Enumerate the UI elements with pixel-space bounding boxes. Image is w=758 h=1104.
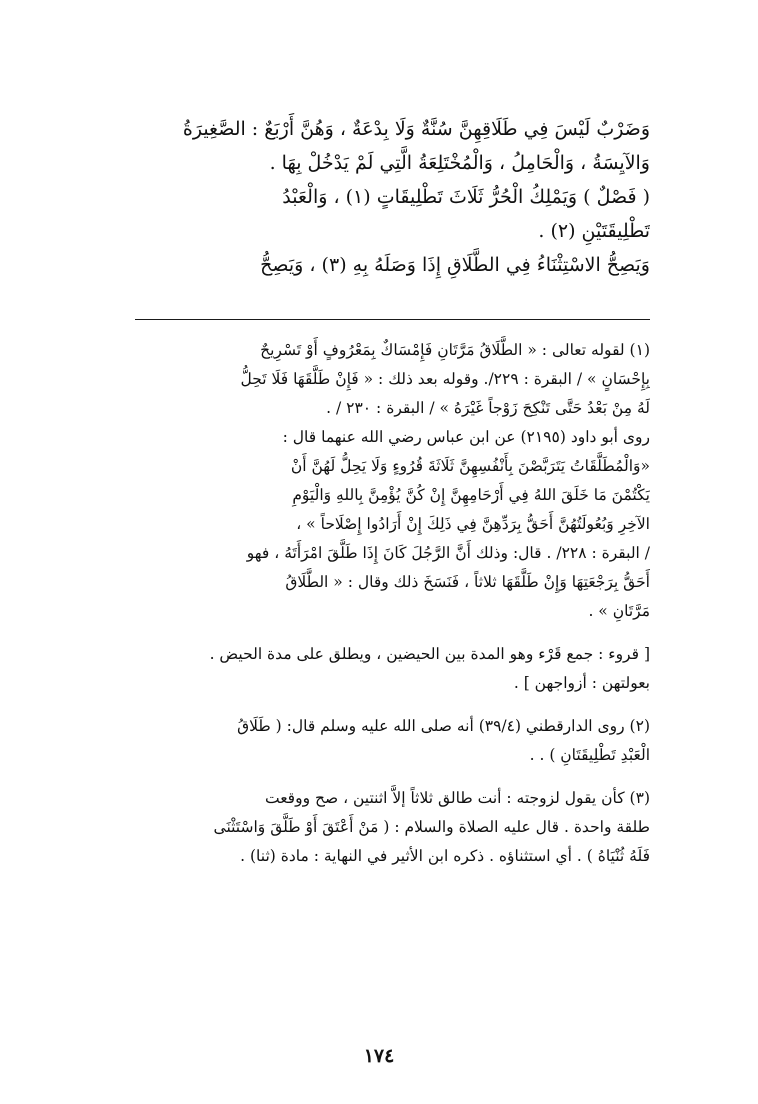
footnote-line: الآخِرِ وَبُعُولَتُهُنَّ أَحَقُّ بِرَدِّهِنَّ فِي ذَلِكَ إِنْ أَرَادُوا إِصْلَاحاً » ،: [296, 515, 650, 533]
main-text-line: تَطْلِيقَتَيْنِ (٢) .: [538, 220, 650, 242]
footnote-glossary: [97, 640, 650, 698]
main-text-line: ( فَصْلٌ ) وَيَمْلِكُ الْحُرُّ ثَلَاثَ تَطْلِيقَاتٍ (١) ، وَالْعَبْدُ: [282, 186, 650, 208]
footnote-line: روى أبو داود (٢١٩٥) عن ابن عباس رضي الله عنهما قال :: [282, 428, 650, 446]
footnote-divider: [135, 319, 650, 320]
footnote-line: (١) لقوله تعالى : « الطَّلَاقُ مَرَّتَانِ فَإِمْسَاكٌ بِمَعْرُوفٍ أَوْ تَسْرِيحٌ: [260, 341, 650, 359]
footnote-line: الْعَبْدِ تَطْلِيقَتَانِ ) . .: [529, 746, 650, 764]
footnote-line: بِإِحْسَانٍ » / البقرة : ٢٢٩/. وقوله بعد ذلك : « فَإِنْ طَلَّقَهَا فَلَا تَحِلُّ: [240, 370, 650, 388]
footnote-line: يَكْتُمْنَ مَا خَلَقَ اللهُ فِي أَرْحَامِهِنَّ إِنْ كُنَّ يُؤْمِنَّ بِاللهِ وَالْيَوْمِ: [292, 486, 650, 504]
footnote-line: بعولتهن : أزواجهن ] .: [513, 674, 650, 692]
footnote-line: أَحَقُّ بِرَجْعَتِهَا وَإِنْ طَلَّقَهَا ثلاثاً ، فَنَسَخَ ذلك وقال : « الطَّلَاقُ: [285, 573, 650, 591]
footnote-2: [97, 712, 650, 770]
footnote-line: / البقرة : ٢٢٨/ . قال: وذلك أَنَّ الرَّجُلَ كَانَ إِذَا طَلَّقَ امْرَأَتَهُ ، فهو: [246, 544, 650, 562]
main-text-line: وَالآيِسَةُ ، وَالْحَامِلُ ، وَالْمُخْتَلِعَةُ الَّتِي لَمْ يَدْخُلْ بِهَا .: [269, 152, 650, 174]
footnote-line: (٢) روى الدارقطني (٣٩/٤) أنه صلى الله عليه وسلم قال: ( طَلَاقُ: [237, 717, 650, 735]
footnote-line: [ قروء : جمع قَرْء وهو المدة بين الحيضين ، ويطلق على مدة الحيض .: [209, 645, 650, 663]
footnotes: [97, 336, 650, 885]
page-number: ١٧٤: [363, 1045, 395, 1067]
footnote-line: فَلَهُ ثُنْيَاهُ ) . أي استثناؤه . ذكره ابن الأثير في النهاية : مادة (ثنا) .: [240, 847, 650, 865]
main-text-line: وَيَصِحُّ الاسْتِثْنَاءُ فِي الطَّلَاقِ إِذَا وَصَلَهُ بِهِ (٣) ، وَيَصِحُّ: [260, 254, 650, 276]
footnote-line: مَرَّتَانِ » .: [588, 602, 650, 620]
main-text-line: وَضَرْبٌ لَيْسَ فِي طَلَاقِهِنَّ سُنَّةٌ وَلَا بِدْعَةٌ ، وَهُنَّ أَرْبَعٌ : الصَّغِيرَةُ: [182, 118, 650, 140]
footnote-line: «وَالْمُطَلَّقَاتُ يَتَرَبَّصْنَ بِأَنْفُسِهِنَّ ثَلَاثَةَ قُرُوءٍ وَلَا يَحِلُّ لَهُنَّ أَنْ: [290, 457, 650, 475]
footnote-line: لَهُ مِنْ بَعْدُ حَتَّى تَنْكِحَ زَوْجاً غَيْرَهُ » / البقرة : ٢٣٠ / .: [326, 399, 650, 417]
footnote-3: [97, 784, 650, 871]
footnote-line: (٣) كأن يقول لزوجته : أنت طالق ثلاثاً إلاَّ اثنتين ، صح ووقعت: [264, 789, 650, 807]
footnote-line: طلقة واحدة . قال عليه الصلاة والسلام : ( مَنْ أَعْتَقَ أَوْ طَلَّقَ وَاسْتَثْنَى: [213, 818, 650, 836]
footnote-1: [97, 336, 650, 626]
main-text: [97, 112, 650, 282]
